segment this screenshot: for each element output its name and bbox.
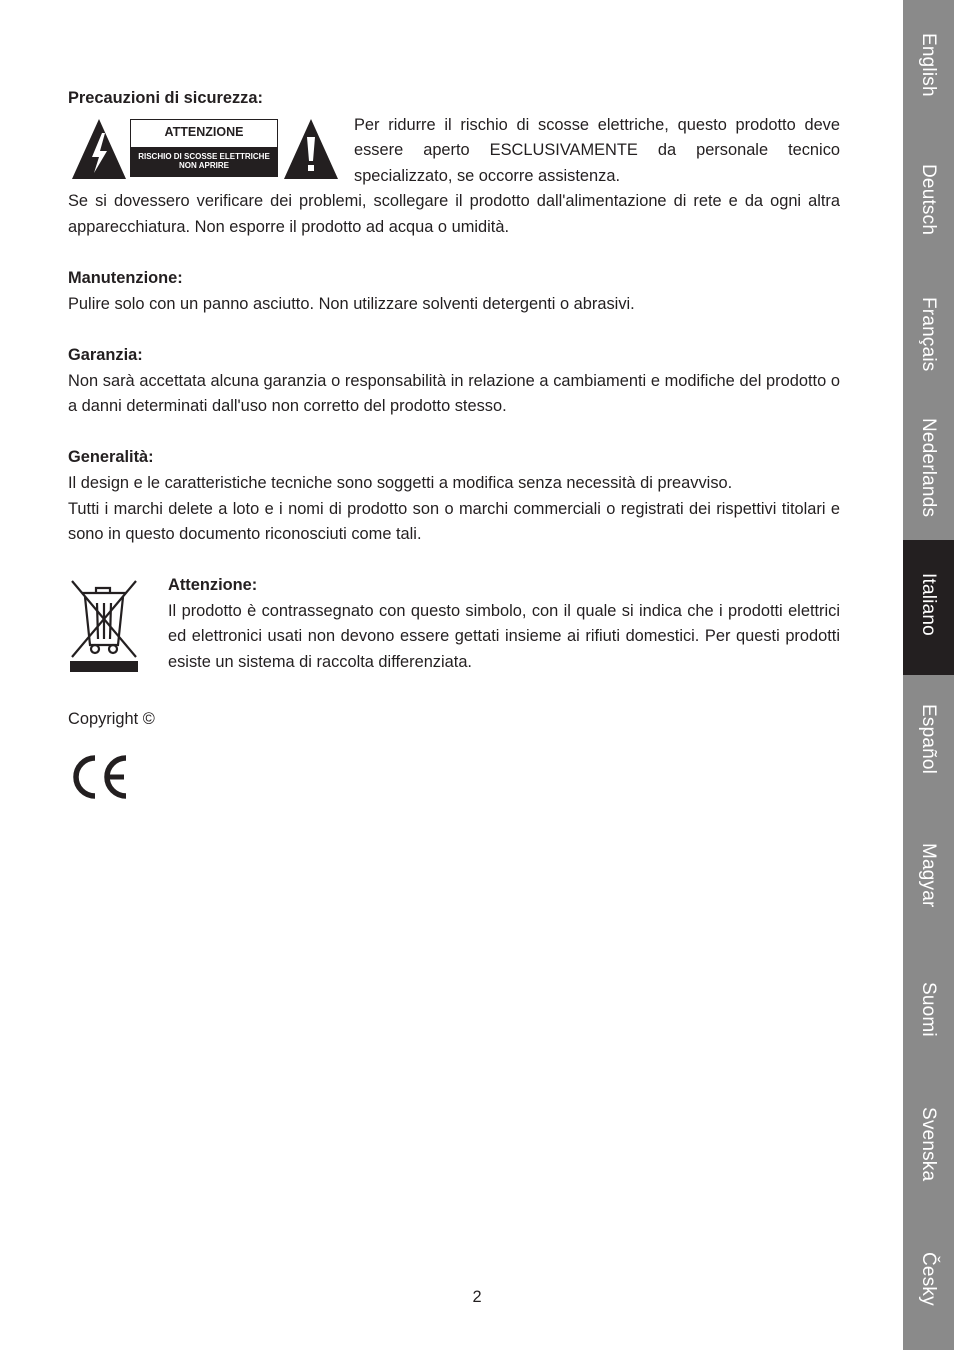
tab-label: Italiano: [918, 573, 939, 636]
page-number: 2: [472, 1288, 482, 1306]
weee-heading: Attenzione:: [168, 576, 258, 595]
maintenance-text: Pulire solo con un panno asciutto. Non utilizzare solventi detergenti o abrasivi.: [68, 294, 635, 313]
tab-italiano[interactable]: [903, 540, 954, 675]
document-body: [68, 86, 840, 810]
tab-magyar[interactable]: [903, 810, 954, 945]
weee-icon-container: [68, 573, 168, 682]
high-voltage-warning-icon: [70, 117, 128, 181]
tab-label: Česky: [918, 1252, 939, 1306]
maintenance-heading: Manutenzione:: [68, 269, 183, 288]
tab-francais[interactable]: [903, 270, 954, 405]
general-heading: Generalità:: [68, 448, 154, 467]
tab-label: Svenska: [918, 1107, 939, 1182]
warning-label-graphic: [68, 117, 354, 183]
tab-deutsch[interactable]: [903, 135, 954, 270]
ce-mark-container: [68, 753, 840, 810]
tab-cesky[interactable]: [903, 1215, 954, 1350]
label-title: ATTENZIONE: [164, 125, 244, 140]
tab-nederlands[interactable]: [903, 405, 954, 540]
tab-espanol[interactable]: [903, 675, 954, 810]
warranty-text: Non sarà accettata alcuna garanzia o responsabilità in relazione a cambiamenti e modifiche del prodotto o a danni determinati dall'uso non corretto del prodotto stesso.: [68, 371, 840, 416]
ce-mark-icon: [68, 753, 130, 801]
copyright: Copyright ©: [68, 710, 155, 729]
tab-label: Nederlands: [918, 418, 939, 518]
tab-svenska[interactable]: [903, 1080, 954, 1215]
general-text-2: Tutti i marchi delete a loto e i nomi di prodotto son o marchi commerciali o registrati dei rispettivi titolari e sono in questo documento riconosciuti come tali.: [68, 499, 840, 544]
label-line-2: NON APRIRE: [179, 161, 229, 171]
safety-text-2: Se si dovessero verificare dei problemi, scollegare il prodotto dall'alimentazione di rete e da ogni altra apparecchiatura. Non esporre il prodotto ad acqua o umidità.: [68, 192, 840, 236]
warning-label: [130, 119, 278, 177]
safety-heading: Precauzioni di sicurezza:: [68, 89, 263, 107]
weee-text-block: [168, 573, 840, 675]
general-text-1: Il design e le caratteristiche tecniche sono soggetti a modifica senza necessità di preavviso.: [68, 473, 733, 492]
label-warning-text: [131, 147, 277, 176]
label-line-1: RISCHIO DI SCOSSE ELETTRICHE: [138, 151, 270, 161]
exclamation-warning-icon: [282, 117, 340, 181]
warranty-heading: Garanzia:: [68, 345, 143, 364]
tab-label: Suomi: [918, 982, 939, 1037]
tab-label: Magyar: [918, 843, 939, 908]
crossed-out-bin-icon: [68, 575, 140, 673]
safety-text-1: Per ridurre il rischio di scosse elettriche, questo prodotto deve essere aperto ESCLUSIVAMENTE da personale tecnico specializzato, se occorre assistenza.: [354, 115, 840, 185]
weee-section: [68, 573, 840, 682]
tab-label: Deutsch: [918, 164, 939, 236]
tab-english[interactable]: [903, 0, 954, 135]
tab-suomi[interactable]: [903, 945, 954, 1080]
tab-label: English: [918, 33, 939, 97]
safety-warning-row: [68, 117, 840, 190]
language-tabs: [903, 0, 954, 1350]
tab-label: Français: [918, 297, 939, 372]
tab-label: Español: [918, 704, 939, 775]
weee-text: Il prodotto è contrassegnato con questo simbolo, con il quale si indica che i prodotti elettrici ed elettronici usati non devono essere gettati insieme ai rifiuti domestici. Per questi prodotti esiste un sistema di raccolta differenziata.: [168, 601, 840, 672]
